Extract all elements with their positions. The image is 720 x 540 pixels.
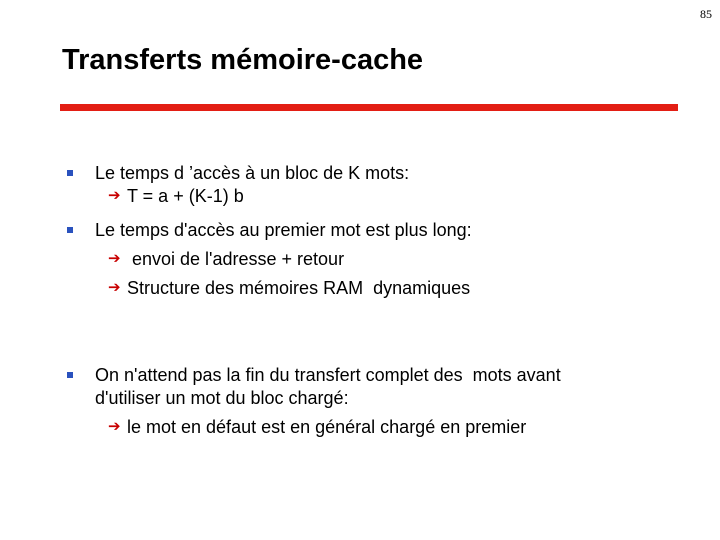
slide-title: Transferts mémoire-cache: [62, 44, 424, 76]
square-bullet-icon: [67, 170, 73, 176]
title-underline: [60, 104, 678, 111]
arrow-bullet-icon: ➔: [108, 250, 121, 267]
sub-item-formula: T = a + (K-1) b: [127, 186, 244, 206]
square-bullet-icon: [67, 227, 73, 233]
bullet-item-access-time: Le temps d ’accès à un bloc de K mots:: [95, 163, 410, 183]
arrow-bullet-icon: ➔: [108, 418, 121, 435]
sub-item-address: envoi de l'adresse + retour: [127, 249, 345, 269]
arrow-bullet-icon: ➔: [108, 187, 121, 204]
bullet-item-first-word: Le temps d'accès au premier mot est plus long:: [95, 220, 472, 240]
bullet-item-transfer: On n'attend pas la fin du transfert complet des mots avant: [95, 365, 561, 385]
sub-item-fault-word: le mot en défaut est en général chargé en premier: [127, 417, 527, 437]
square-bullet-icon: [67, 372, 73, 378]
page-number: 85: [700, 7, 712, 21]
arrow-bullet-icon: ➔: [108, 279, 121, 296]
sub-item-ram-structure: Structure des mémoires RAM dynamiques: [127, 278, 471, 298]
bullet-item-transfer-continued: d'utiliser un mot du bloc chargé:: [95, 388, 349, 408]
